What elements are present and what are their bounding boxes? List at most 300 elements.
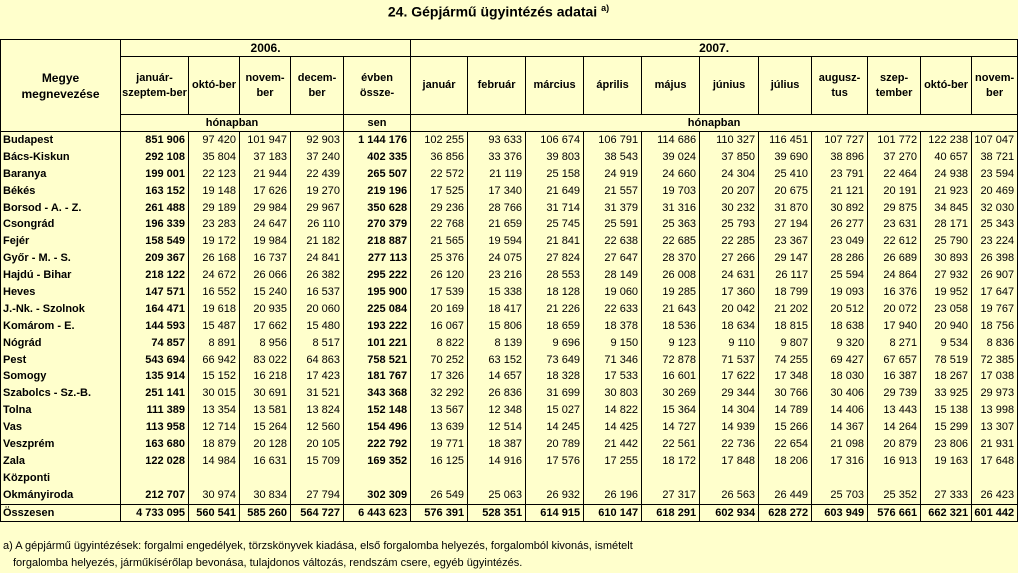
county-name: Összesen <box>1 504 121 522</box>
table-cell: 26 398 <box>972 250 1018 267</box>
table-cell: 19 771 <box>411 436 468 453</box>
table-cell: 17 038 <box>972 368 1018 385</box>
table-cell: 16 601 <box>642 368 700 385</box>
table-cell: 14 939 <box>700 419 759 436</box>
table-cell: 19 767 <box>972 301 1018 318</box>
table-cell: 24 647 <box>240 216 291 233</box>
honapban-2007-header: hónapban <box>411 115 1018 132</box>
table-cell: 18 815 <box>759 318 812 335</box>
table-cell: 222 792 <box>344 436 411 453</box>
table-cell <box>972 470 1018 487</box>
table-cell: 25 158 <box>526 166 584 183</box>
table-cell: 1 144 176 <box>344 132 411 149</box>
table-cell: 71 346 <box>584 352 642 369</box>
table-cell: 28 553 <box>526 267 584 284</box>
table-cell: 4 733 095 <box>121 504 189 522</box>
table-cell: 18 417 <box>468 301 526 318</box>
table-cell: 17 576 <box>526 453 584 470</box>
table-cell: 102 255 <box>411 132 468 149</box>
table-cell: 25 343 <box>972 216 1018 233</box>
table-cell: 21 565 <box>411 233 468 250</box>
table-cell: 30 691 <box>240 385 291 402</box>
table-cell: 251 141 <box>121 385 189 402</box>
honapban-2006-header: hónapban <box>121 115 344 132</box>
table-cell: 19 984 <box>240 233 291 250</box>
county-name: Békés <box>1 183 121 200</box>
table-cell: 14 789 <box>759 402 812 419</box>
table-cell: 20 469 <box>972 183 1018 200</box>
table-cell: 39 803 <box>526 149 584 166</box>
table-cell: 24 919 <box>584 166 642 183</box>
table-row <box>1 470 1018 487</box>
table-cell: 101 772 <box>868 132 921 149</box>
table-cell: 17 539 <box>411 284 468 301</box>
table-cell: 31 714 <box>526 200 584 217</box>
table-cell: 28 370 <box>642 250 700 267</box>
table-cell: 15 487 <box>189 318 240 335</box>
table-cell: 564 727 <box>291 504 344 522</box>
table-cell: 16 737 <box>240 250 291 267</box>
table-cell: 67 657 <box>868 352 921 369</box>
table-cell: 8 956 <box>240 335 291 352</box>
table-cell: 18 536 <box>642 318 700 335</box>
statistics-table <box>0 39 1018 522</box>
table-cell: 585 260 <box>240 504 291 522</box>
table-cell <box>584 470 642 487</box>
table-cell: 29 967 <box>291 200 344 217</box>
table-cell: 21 923 <box>921 183 972 200</box>
table-cell: 9 320 <box>812 335 868 352</box>
table-cell: 30 015 <box>189 385 240 402</box>
table-cell: 15 266 <box>759 419 812 436</box>
table-cell: 26 008 <box>642 267 700 284</box>
table-cell: 13 354 <box>189 402 240 419</box>
table-cell: 350 628 <box>344 200 411 217</box>
table-cell: 25 352 <box>868 487 921 504</box>
table-cell: 20 128 <box>240 436 291 453</box>
month-header-2007: június <box>700 57 759 115</box>
table-cell: 72 385 <box>972 352 1018 369</box>
table-cell: 122 238 <box>921 132 972 149</box>
table-row <box>1 166 1018 183</box>
table-cell <box>291 470 344 487</box>
table-cell: 15 480 <box>291 318 344 335</box>
county-name: Hajdú - Bihar <box>1 267 121 284</box>
table-cell: 18 267 <box>921 368 972 385</box>
table-row <box>1 149 1018 166</box>
table-cell: 25 363 <box>642 216 700 233</box>
table-cell: 8 517 <box>291 335 344 352</box>
year-2006-header: 2006. <box>121 40 411 57</box>
table-cell: 78 519 <box>921 352 972 369</box>
table-cell: 147 571 <box>121 284 189 301</box>
table-cell: 23 283 <box>189 216 240 233</box>
county-name: J.-Nk. - Szolnok <box>1 301 121 318</box>
table-cell: 30 232 <box>700 200 759 217</box>
table-cell: 16 125 <box>411 453 468 470</box>
footnote <box>0 538 1000 572</box>
county-name: Zala <box>1 453 121 470</box>
table-cell <box>121 470 189 487</box>
table-cell: 110 327 <box>700 132 759 149</box>
total-row <box>1 504 1018 522</box>
table-cell: 22 638 <box>584 233 642 250</box>
table-cell: 16 376 <box>868 284 921 301</box>
table-cell: 9 150 <box>584 335 642 352</box>
table-cell: 63 152 <box>468 352 526 369</box>
table-row <box>1 453 1018 470</box>
table-row <box>1 368 1018 385</box>
table-cell: 164 471 <box>121 301 189 318</box>
table-cell: 27 824 <box>526 250 584 267</box>
table-cell: 26 117 <box>759 267 812 284</box>
table-cell: 29 147 <box>759 250 812 267</box>
table-cell: 16 913 <box>868 453 921 470</box>
table-cell: 9 696 <box>526 335 584 352</box>
table-cell: 18 378 <box>584 318 642 335</box>
table-cell: 16 067 <box>411 318 468 335</box>
table-cell: 24 672 <box>189 267 240 284</box>
table-cell: 610 147 <box>584 504 642 522</box>
table-cell: 71 537 <box>700 352 759 369</box>
table-row <box>1 301 1018 318</box>
table-cell: 758 521 <box>344 352 411 369</box>
table-row <box>1 284 1018 301</box>
table-cell: 83 022 <box>240 352 291 369</box>
table-cell: 17 326 <box>411 368 468 385</box>
table-cell: 20 105 <box>291 436 344 453</box>
table-cell: 154 496 <box>344 419 411 436</box>
total-2006-header-bottom: sen <box>344 115 411 132</box>
table-cell: 23 631 <box>868 216 921 233</box>
table-cell: 9 110 <box>700 335 759 352</box>
table-cell: 22 123 <box>189 166 240 183</box>
table-cell: 26 423 <box>972 487 1018 504</box>
table-cell: 39 024 <box>642 149 700 166</box>
table-cell: 12 348 <box>468 402 526 419</box>
table-cell: 14 304 <box>700 402 759 419</box>
table-cell: 19 703 <box>642 183 700 200</box>
title-footnote-mark: a) <box>601 3 610 13</box>
table-cell: 26 836 <box>468 385 526 402</box>
county-name: Pest <box>1 352 121 369</box>
table-cell: 18 206 <box>759 453 812 470</box>
table-cell: 343 368 <box>344 385 411 402</box>
table-cell: 25 790 <box>921 233 972 250</box>
table-cell: 19 270 <box>291 183 344 200</box>
table-cell: 23 224 <box>972 233 1018 250</box>
table-cell: 9 534 <box>921 335 972 352</box>
table-cell: 29 973 <box>972 385 1018 402</box>
table-cell: 26 110 <box>291 216 344 233</box>
table-cell: 163 152 <box>121 183 189 200</box>
table-cell: 107 727 <box>812 132 868 149</box>
table-cell: 17 255 <box>584 453 642 470</box>
table-cell: 31 699 <box>526 385 584 402</box>
table-cell: 17 622 <box>700 368 759 385</box>
table-cell: 25 594 <box>812 267 868 284</box>
table-cell: 26 689 <box>868 250 921 267</box>
table-cell <box>759 470 812 487</box>
table-cell: 19 172 <box>189 233 240 250</box>
county-name: Vas <box>1 419 121 436</box>
table-cell: 20 879 <box>868 436 921 453</box>
table-cell: 292 108 <box>121 149 189 166</box>
table-cell: 601 442 <box>972 504 1018 522</box>
table-cell: 8 891 <box>189 335 240 352</box>
table-cell: 9 807 <box>759 335 812 352</box>
table-cell: 106 791 <box>584 132 642 149</box>
table-cell: 32 030 <box>972 200 1018 217</box>
table-cell: 37 183 <box>240 149 291 166</box>
table-cell: 40 657 <box>921 149 972 166</box>
table-cell: 23 216 <box>468 267 526 284</box>
table-row <box>1 419 1018 436</box>
table-row <box>1 487 1018 504</box>
table-cell: 21 649 <box>526 183 584 200</box>
table-cell: 18 172 <box>642 453 700 470</box>
table-cell: 37 850 <box>700 149 759 166</box>
table-cell: 25 063 <box>468 487 526 504</box>
table-cell: 614 915 <box>526 504 584 522</box>
table-cell: 25 793 <box>700 216 759 233</box>
table-cell: 15 806 <box>468 318 526 335</box>
table-cell: 22 572 <box>411 166 468 183</box>
table-cell: 16 537 <box>291 284 344 301</box>
table-cell: 16 218 <box>240 368 291 385</box>
table-cell: 21 121 <box>812 183 868 200</box>
table-cell: 13 307 <box>972 419 1018 436</box>
table-cell: 277 113 <box>344 250 411 267</box>
table-cell: 21 944 <box>240 166 291 183</box>
county-name: Győr - M. - S. <box>1 250 121 267</box>
table-cell: 26 066 <box>240 267 291 284</box>
table-cell: 28 286 <box>812 250 868 267</box>
table-cell: 17 316 <box>812 453 868 470</box>
table-cell: 15 364 <box>642 402 700 419</box>
table-row <box>1 132 1018 149</box>
table-row <box>1 402 1018 419</box>
table-cell: 163 680 <box>121 436 189 453</box>
table-cell: 27 333 <box>921 487 972 504</box>
table-cell: 21 841 <box>526 233 584 250</box>
table-cell <box>468 470 526 487</box>
table-cell: 152 148 <box>344 402 411 419</box>
table-cell: 21 202 <box>759 301 812 318</box>
table-cell: 21 643 <box>642 301 700 318</box>
table-cell: 22 736 <box>700 436 759 453</box>
county-name: Nógrád <box>1 335 121 352</box>
table-cell: 18 128 <box>526 284 584 301</box>
table-row <box>1 233 1018 250</box>
month-header-2007: január <box>411 57 468 115</box>
table-cell: 22 285 <box>700 233 759 250</box>
table-cell <box>868 470 921 487</box>
table-cell: 18 879 <box>189 436 240 453</box>
table-row <box>1 183 1018 200</box>
table-cell: 17 533 <box>584 368 642 385</box>
table-cell: 27 194 <box>759 216 812 233</box>
table-cell: 24 660 <box>642 166 700 183</box>
table-cell: 270 379 <box>344 216 411 233</box>
table-cell: 64 863 <box>291 352 344 369</box>
table-row <box>1 250 1018 267</box>
table-cell: 24 938 <box>921 166 972 183</box>
table-cell: 6 443 623 <box>344 504 411 522</box>
table-cell: 23 594 <box>972 166 1018 183</box>
table-cell: 93 633 <box>468 132 526 149</box>
table-cell: 13 639 <box>411 419 468 436</box>
table-cell: 14 657 <box>468 368 526 385</box>
table-cell: 21 931 <box>972 436 1018 453</box>
table-cell: 20 512 <box>812 301 868 318</box>
table-cell: 114 686 <box>642 132 700 149</box>
county-name: Baranya <box>1 166 121 183</box>
table-cell: 15 027 <box>526 402 584 419</box>
table-cell: 21 659 <box>468 216 526 233</box>
table-cell: 14 984 <box>189 453 240 470</box>
table-cell: 19 594 <box>468 233 526 250</box>
table-cell: 111 389 <box>121 402 189 419</box>
table-cell: 23 058 <box>921 301 972 318</box>
table-cell: 21 442 <box>584 436 642 453</box>
county-name: Budapest <box>1 132 121 149</box>
table-cell: 851 906 <box>121 132 189 149</box>
table-cell: 19 952 <box>921 284 972 301</box>
table-cell: 12 560 <box>291 419 344 436</box>
table-cell: 15 152 <box>189 368 240 385</box>
table-cell: 576 391 <box>411 504 468 522</box>
month-header-2007: május <box>642 57 700 115</box>
table-cell <box>921 470 972 487</box>
table-cell: 17 940 <box>868 318 921 335</box>
table-cell: 33 376 <box>468 149 526 166</box>
table-cell: 28 171 <box>921 216 972 233</box>
table-cell: 14 264 <box>868 419 921 436</box>
table-row <box>1 318 1018 335</box>
table-cell: 15 709 <box>291 453 344 470</box>
table-cell: 18 799 <box>759 284 812 301</box>
table-cell: 19 060 <box>584 284 642 301</box>
county-name: Okmányiroda <box>1 487 121 504</box>
table-cell <box>642 470 700 487</box>
table-cell: 27 647 <box>584 250 642 267</box>
table-cell: 14 425 <box>584 419 642 436</box>
county-name: Szabolcs - Sz.-B. <box>1 385 121 402</box>
table-cell: 22 768 <box>411 216 468 233</box>
table-cell: 26 277 <box>812 216 868 233</box>
table-cell: 18 756 <box>972 318 1018 335</box>
county-name: Veszprém <box>1 436 121 453</box>
table-cell: 302 309 <box>344 487 411 504</box>
table-cell: 30 974 <box>189 487 240 504</box>
table-cell: 15 338 <box>468 284 526 301</box>
table-cell: 26 907 <box>972 267 1018 284</box>
table-cell: 17 348 <box>759 368 812 385</box>
table-row <box>1 335 1018 352</box>
table-cell: 20 072 <box>868 301 921 318</box>
table-cell: 18 030 <box>812 368 868 385</box>
table-cell: 73 649 <box>526 352 584 369</box>
county-name: Heves <box>1 284 121 301</box>
table-cell: 22 633 <box>584 301 642 318</box>
table-cell: 20 207 <box>700 183 759 200</box>
table-cell: 34 845 <box>921 200 972 217</box>
table-cell: 528 351 <box>468 504 526 522</box>
table-cell: 72 878 <box>642 352 700 369</box>
table-cell: 19 618 <box>189 301 240 318</box>
county-name: Központi <box>1 470 121 487</box>
table-cell: 113 958 <box>121 419 189 436</box>
table-cell: 21 226 <box>526 301 584 318</box>
table-cell: 576 661 <box>868 504 921 522</box>
table-cell: 22 654 <box>759 436 812 453</box>
table-cell: 23 049 <box>812 233 868 250</box>
table-cell: 26 120 <box>411 267 468 284</box>
table-cell: 37 240 <box>291 149 344 166</box>
table-cell: 31 521 <box>291 385 344 402</box>
table-cell: 19 285 <box>642 284 700 301</box>
table-cell: 74 857 <box>121 335 189 352</box>
table-cell: 21 098 <box>812 436 868 453</box>
table-cell: 8 139 <box>468 335 526 352</box>
table-row <box>1 352 1018 369</box>
table-cell <box>526 470 584 487</box>
table-cell: 30 803 <box>584 385 642 402</box>
table-cell: 25 591 <box>584 216 642 233</box>
table-cell: 22 464 <box>868 166 921 183</box>
table-cell: 24 864 <box>868 267 921 284</box>
table-cell: 22 439 <box>291 166 344 183</box>
table-cell: 265 507 <box>344 166 411 183</box>
table-cell: 19 093 <box>812 284 868 301</box>
county-name: Borsod - A. - Z. <box>1 200 121 217</box>
table-cell: 602 934 <box>700 504 759 522</box>
table-cell: 17 340 <box>468 183 526 200</box>
table-cell: 14 822 <box>584 402 642 419</box>
table-cell: 17 648 <box>972 453 1018 470</box>
table-cell: 402 335 <box>344 149 411 166</box>
table-cell: 25 410 <box>759 166 812 183</box>
table-cell: 29 739 <box>868 385 921 402</box>
table-cell: 17 647 <box>972 284 1018 301</box>
table-cell: 218 122 <box>121 267 189 284</box>
table-cell: 219 196 <box>344 183 411 200</box>
table-cell: 26 382 <box>291 267 344 284</box>
table-cell: 101 947 <box>240 132 291 149</box>
table-cell: 225 084 <box>344 301 411 318</box>
table-cell: 12 714 <box>189 419 240 436</box>
table-cell: 27 317 <box>642 487 700 504</box>
table-cell: 16 387 <box>868 368 921 385</box>
table-cell: 30 892 <box>812 200 868 217</box>
table-cell: 662 321 <box>921 504 972 522</box>
month-header-2007: március <box>526 57 584 115</box>
month-header-2006: január-szeptem-ber <box>121 57 189 115</box>
table-cell: 17 525 <box>411 183 468 200</box>
table-cell: 618 291 <box>642 504 700 522</box>
table-cell: 29 344 <box>700 385 759 402</box>
table-cell: 33 925 <box>921 385 972 402</box>
table-cell <box>812 470 868 487</box>
table-cell: 19 148 <box>189 183 240 200</box>
table-cell: 25 376 <box>411 250 468 267</box>
table-cell: 22 561 <box>642 436 700 453</box>
table-cell: 69 427 <box>812 352 868 369</box>
table-cell: 18 659 <box>526 318 584 335</box>
table-cell: 16 552 <box>189 284 240 301</box>
table-cell: 18 387 <box>468 436 526 453</box>
